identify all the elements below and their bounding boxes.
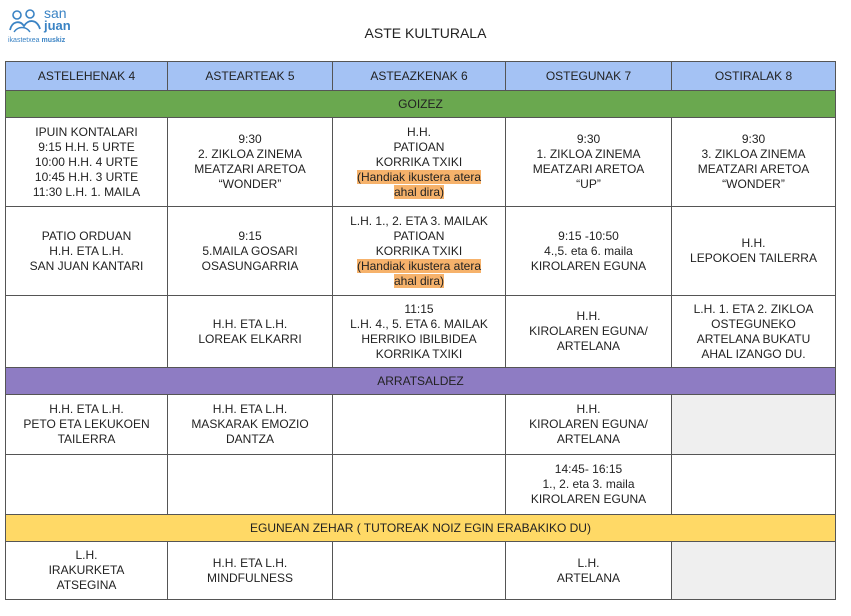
day-header: ASTEARTEAK 5	[168, 62, 333, 91]
cell-line: SAN JUAN KANTARI	[29, 258, 144, 273]
cell-line: H.H.	[407, 124, 431, 139]
cell-line: MEATZARI ARETOA	[194, 162, 306, 176]
schedule-cell	[333, 118, 506, 207]
cell-line: L.H. 1. ETA 2. ZIKLOA	[693, 301, 814, 316]
cell-line: 3. ZIKLOA ZINEMA	[701, 147, 806, 161]
cell-line: L.H.	[75, 548, 98, 562]
schedule-cell	[333, 542, 506, 600]
cell-line: ARTELANA	[556, 432, 621, 446]
section-row-egunean-zehar	[6, 515, 836, 542]
cell-line: H.H.	[576, 402, 601, 416]
cell-line	[335, 259, 503, 274]
cell-line: H.H. ETA L.H.	[49, 243, 124, 258]
cell-line	[335, 170, 503, 185]
cell-line: H.H. ETA L.H.	[49, 402, 124, 416]
cell-line: 9:30	[576, 132, 601, 146]
cell-line	[335, 185, 503, 200]
cell-line: MEATZARI ARETOA	[532, 162, 645, 176]
schedule-cell	[672, 542, 836, 600]
schedule-cell	[672, 118, 836, 207]
schedule-cell	[6, 118, 168, 207]
cell-line: LEPOKOEN TAILERRA	[690, 251, 817, 265]
day-header: ASTEAZKENAK 6	[333, 62, 506, 91]
cell-line: KIROLAREN EGUNA/	[529, 417, 648, 431]
table-row	[6, 118, 836, 207]
schedule-cell	[168, 395, 333, 455]
cell-line: 4.,5. eta 6. maila	[544, 243, 633, 258]
cell-line: 1., 2. eta 3. maila	[542, 477, 635, 491]
cell-line: 9:15 -10:50	[558, 228, 619, 243]
cell-line: 2. ZIKLOA ZINEMA	[197, 147, 303, 161]
cell-line: 11:15	[404, 301, 434, 316]
schedule-cell	[333, 207, 506, 296]
cell-line: ARTELANA	[556, 570, 621, 585]
table-row	[6, 542, 836, 600]
cell-line: KORRIKA TXIKI	[375, 243, 463, 258]
cell-line: DANTZA	[226, 432, 274, 446]
cell-line: H.H. ETA L.H.	[212, 555, 288, 570]
cell-line: “WONDER”	[722, 177, 785, 191]
schedule-cell	[506, 542, 672, 600]
day-header: OSTIRALAK 8	[672, 62, 836, 91]
highlighted-note: (Handiak ikustera atera	[356, 169, 482, 184]
schedule-cell	[168, 118, 333, 207]
cell-line: PATIOAN	[393, 228, 445, 243]
schedule-cell	[333, 455, 506, 515]
logo-subtitle: ikastetxea muskiz	[8, 37, 66, 44]
schedule-cell	[6, 395, 168, 455]
schedule-cell	[333, 395, 506, 455]
cell-line: H.H.	[576, 309, 601, 323]
schedule-cell	[672, 296, 836, 368]
cell-line: 9:30	[741, 132, 766, 146]
cell-line: MASKARAK EMOZIO	[191, 417, 309, 431]
day-header: OSTEGUNAK 7	[506, 62, 672, 91]
cell-line: 9:15	[238, 228, 262, 243]
day-header-row	[6, 62, 836, 91]
section-label-egunean-zehar: EGUNEAN ZEHAR ( TUTOREAK NOIZ EGIN ERABAKIKO DU)	[6, 515, 836, 542]
schedule-table	[5, 61, 836, 600]
cell-line: MEATZARI ARETOA	[697, 162, 810, 176]
section-row-arratsaldez	[6, 368, 836, 395]
cell-line: 9:15 H.H. 5 URTE	[38, 139, 135, 154]
section-label-goizez: GOIZEZ	[6, 91, 836, 118]
cell-line: AHAL IZANGO DU.	[701, 346, 806, 361]
schedule-cell	[506, 296, 672, 368]
cell-line	[335, 274, 503, 289]
cell-line: LOREAK ELKARRI	[198, 331, 302, 346]
cell-line: PETO ETA LEKUKOEN	[23, 417, 150, 431]
cell-line: IRAKURKETA	[48, 563, 125, 577]
schedule-cell	[6, 296, 168, 368]
cell-line: ARTELANA	[556, 339, 621, 353]
cell-line: OSTEGUNEKO	[711, 316, 796, 331]
table-row	[6, 296, 836, 368]
schedule-cell	[168, 542, 333, 600]
cell-line: L.H.	[577, 555, 600, 570]
cell-line: 11:30 L.H. 1. MAILA	[32, 184, 141, 199]
logo-text-san: san	[44, 5, 67, 21]
cell-line: HERRIKO IBILBIDEA	[361, 331, 477, 346]
schedule-cell	[333, 296, 506, 368]
logo-text-juan: juan	[44, 18, 71, 33]
schedule-cell	[168, 455, 333, 515]
cell-line: 9:30	[238, 132, 262, 146]
cell-line: MINDFULNESS	[206, 570, 293, 585]
cell-line: 5.MAILA GOSARI	[202, 243, 298, 258]
cell-line: OSASUNGARRIA	[201, 258, 299, 273]
cell-line: TAILERRA	[57, 432, 116, 446]
table-row	[6, 455, 836, 515]
highlighted-note: ahal dira)	[393, 184, 445, 199]
cell-line: KORRIKA TXIKI	[375, 346, 463, 361]
cell-line: PATIOAN	[393, 139, 445, 154]
table-row	[6, 395, 836, 455]
schedule-cell	[506, 455, 672, 515]
cell-line: IPUIN KONTALARI	[35, 124, 138, 139]
cell-line: PATIO ORDUAN	[41, 228, 132, 243]
cell-line: L.H. 4., 5. ETA 6. MAILAK	[350, 316, 488, 331]
day-header: ASTELEHENAK 4	[6, 62, 168, 91]
cell-line: KIROLAREN EGUNA	[530, 258, 647, 273]
cell-line: 14:45- 16:15	[554, 462, 623, 476]
cell-line: ATSEGINA	[56, 578, 117, 592]
cell-line: KIROLAREN EGUNA	[530, 492, 647, 506]
highlighted-note: ahal dira)	[393, 273, 445, 288]
table-row	[6, 207, 836, 296]
cell-line: “UP”	[576, 177, 601, 191]
cell-line: L.H. 1., 2. ETA 3. MAILAK	[350, 213, 488, 228]
schedule-cell	[168, 296, 333, 368]
schedule-cell	[506, 207, 672, 296]
cell-line: “WONDER”	[218, 177, 282, 191]
schedule-cell	[506, 395, 672, 455]
schedule-cell	[6, 207, 168, 296]
schedule-cell	[6, 455, 168, 515]
schedule-cell	[6, 542, 168, 600]
schedule-cell	[672, 207, 836, 296]
cell-line: H.H. ETA L.H.	[212, 402, 288, 416]
cell-line: H.H. ETA L.H.	[212, 316, 288, 331]
cell-line: 10:45 H.H. 3 URTE	[34, 169, 139, 184]
cell-line: KIROLAREN EGUNA/	[529, 324, 648, 338]
page-title: ASTE KULTURALA	[364, 25, 487, 41]
cell-line: 10:00 H.H. 4 URTE	[34, 154, 139, 169]
section-label-arratsaldez: ARRATSALDEZ	[6, 368, 836, 395]
schedule-cell	[672, 395, 836, 455]
schedule-cell	[168, 207, 333, 296]
cell-line: ARTELANA BUKATU	[696, 331, 811, 346]
schedule-cell	[672, 455, 836, 515]
schedule-cell	[506, 118, 672, 207]
cell-line: H.H.	[741, 236, 766, 250]
section-row-goizez	[6, 91, 836, 118]
cell-line: 1. ZIKLOA ZINEMA	[536, 147, 641, 161]
highlighted-note: (Handiak ikustera atera	[356, 258, 482, 273]
cell-line: KORRIKA TXIKI	[375, 154, 463, 169]
